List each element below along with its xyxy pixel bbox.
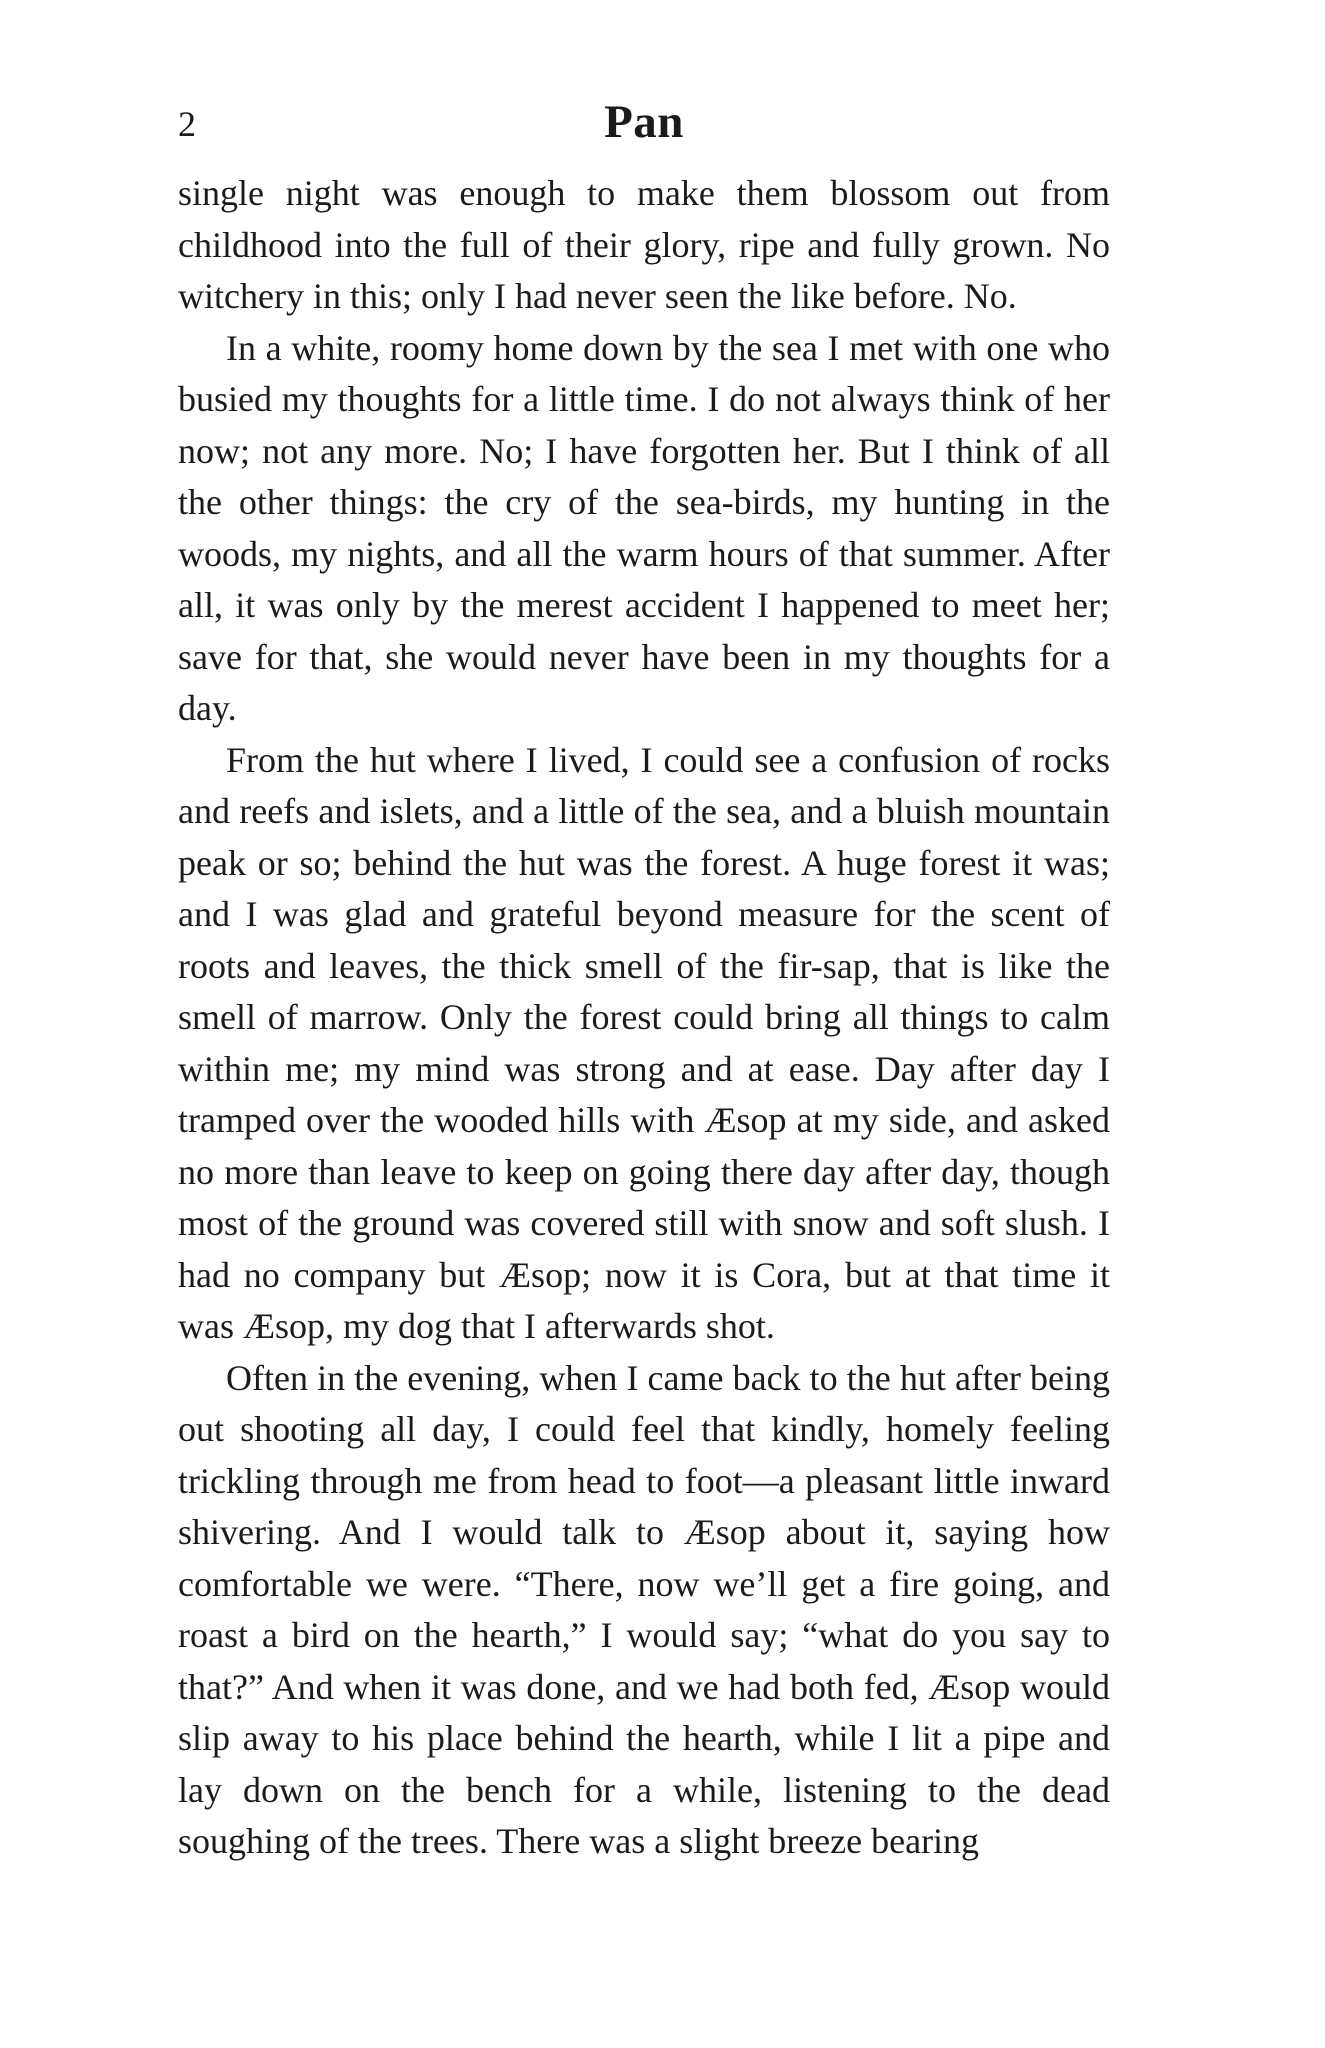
paragraph-continued: single night was enough to make them blossom out from childhood into the full of their glory, ripe and fully grown. No witchery in this; only I had never seen the like before. No.: [178, 173, 1110, 316]
page-header: [178, 96, 1110, 152]
running-title: Pan: [604, 96, 684, 148]
paragraph: From the hut where I lived, I could see a confusion of rocks and reefs and islets, and a little of the sea, and a bluish mountain peak or so; behind the hut was the forest. A huge forest it was; and I was glad and grateful beyond measure for the scent of roots and leaves, the thick smell of the fir-sap, that is like the smell of marrow. Only the forest could bring all things to calm within me; my mind was strong and at ease. Day after day I tramped over the wooded hills with Æsop at my side, and asked no more than leave to keep on going there day after day, though most of the ground was covered still with snow and soft slush. I had no company but Æsop; now it is Cora, but at that time it was Æsop, my dog that I afterwards shot.: [178, 739, 1110, 1346]
page-number: 2: [178, 104, 196, 144]
paragraph: Often in the evening, when I came back to the hut after being out shooting all day, I could feel that kindly, homely feeling trickling through me from head to foot—a pleasant little inward shivering. And I would talk to Æsop about it, saying how comfortable we were. “There, now we’ll get a fire going, and roast a bird on the hearth,” I would say; “what do you say to that?” And when it was done, and we had both fed, Æsop would slip away to his place behind the hearth, while I lit a pipe and lay down on the bench for a while, listening to the dead soughing of the trees. There was a slight breeze bearing: [178, 1357, 1110, 1861]
body-text: [178, 168, 1110, 1868]
paragraph: In a white, roomy home down by the sea I met with one who busied my thoughts for a little time. I do not always think of her now; not any more. No; I have forgotten her. But I think of all the other things: the cry of the sea-birds, my hunting in the woods, my nights, and all the warm hours of that summer. After all, it was only by the merest accident I happened to meet her; save for that, she would never have been in my thoughts for a day.: [178, 327, 1110, 728]
